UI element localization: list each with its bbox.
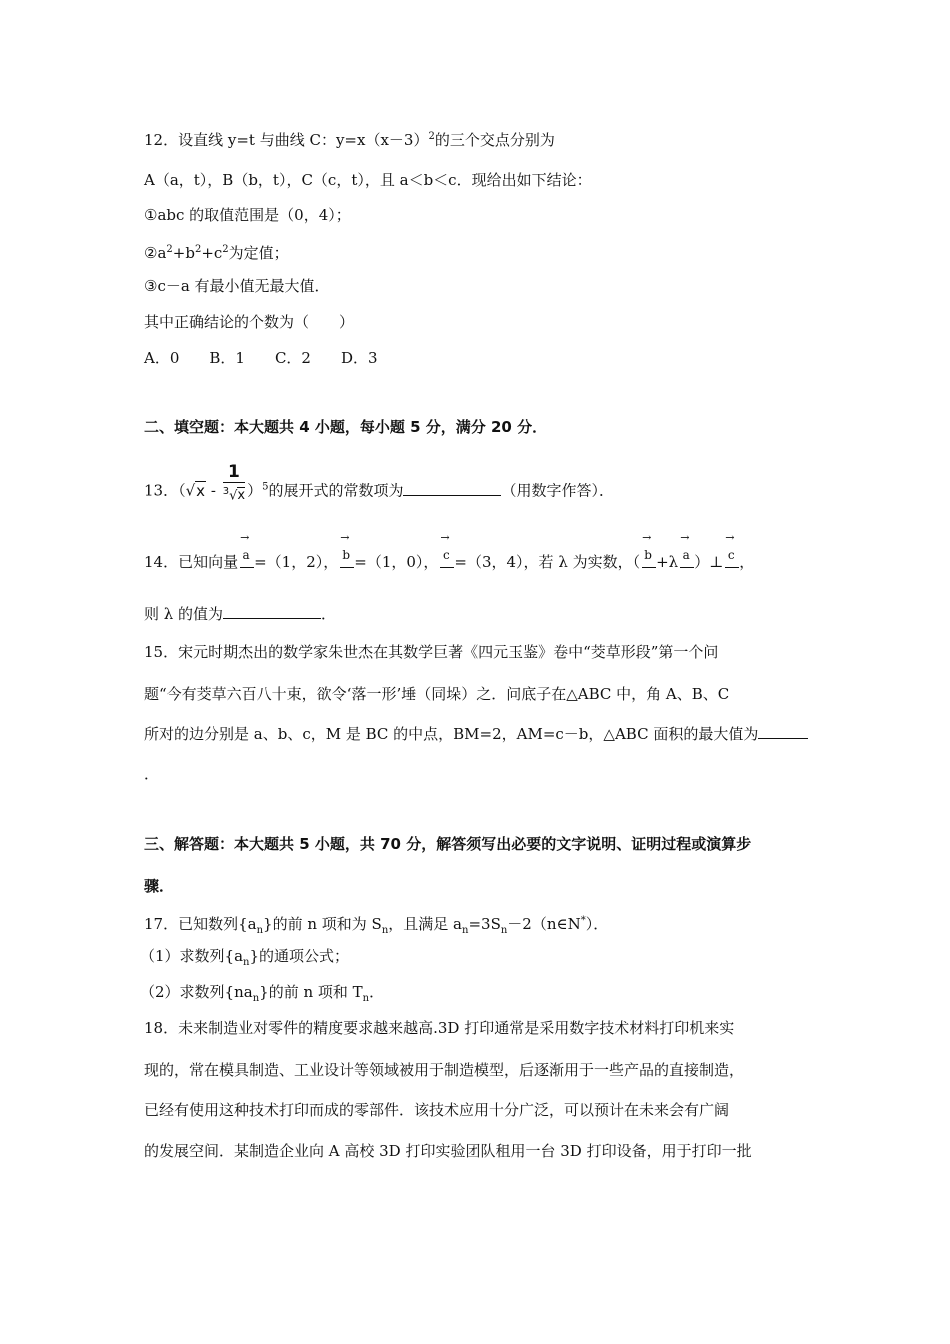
q18-line3: 已经有使用这种技术打印而成的零部件．该技术应用十分广泛，可以预计在未来会有广阔 — [144, 1101, 730, 1119]
vector-a-2: → a — [680, 545, 692, 568]
section-2-heading: 二、填空题：本大题共 4 小题，每小题 5 分，满分 20 分． — [144, 418, 548, 436]
q18-line1: 18．未来制造业对零件的精度要求越来越高.3D 打印通常是采用数字技术材料打印机来实 — [144, 1019, 735, 1037]
vector-c: → c — [440, 545, 452, 568]
q12-stem-line2: A（a，t），B（b，t），C（c，t），且 a＜b＜c．现给出如下结论： — [144, 171, 592, 189]
q15-line2: 题“今有茭草六百八十束，欲令‘落一形’埵（同垛）之．问底子在△ABC 中，角 A、B、C — [144, 685, 730, 703]
q13-number: 13． — [144, 481, 179, 500]
q14-line2: 则 λ 的值为 ． — [144, 605, 337, 623]
q12-conclusion-3: ③c－a 有最小值无最大值． — [144, 277, 330, 295]
q15-answer-blank[interactable] — [758, 724, 808, 739]
q17-part-2: （2）求数列$\{na_n\}$的前 n 项和 $T_n$． — [140, 983, 385, 1004]
q18-line4: 的发展空间．某制造企业向 A 高校 3D 打印实验团队租用一台 3D 打印设备，用于打印一批 — [144, 1142, 752, 1160]
vector-b-2: → b — [642, 545, 654, 568]
q12-text: 12．设直线 y=t 与曲线 C：y=x（x－3） — [144, 131, 429, 149]
q15-line4: ． — [144, 765, 160, 783]
q15-line3: 所对的边分别是 a、b、c，M 是 BC 的中点，BM=2，AM=c－b，△ABC 面积的最大值为 — [144, 724, 808, 744]
q12-stem-line1 — [144, 127, 555, 150]
vector-a: → a — [240, 545, 252, 568]
q13-fraction: $\frac{1}{^3√x}$ — [222, 462, 246, 504]
q12-conclusion-1: ①abc 的取值范围是（0，4）； — [144, 206, 351, 224]
q12-options: A．0 B．1 C．2 D．3 — [144, 349, 378, 367]
q15-line1: 15．宋元时期杰出的数学家朱世杰在其数学巨著《四元玉鉴》卷中“茭草形段”第一个问 — [144, 643, 719, 661]
q12-text-end: 的三个交点分别为 — [434, 131, 555, 149]
q17-part-1: （1）求数列$\{a_n\}$的通项公式； — [140, 947, 350, 968]
q13-line: 13．（√x - $\frac{1}{^3√x}$ ）$^5$的展开式的常数项为 （用数字作答）． — [144, 462, 614, 504]
vector-b: → b — [340, 545, 352, 568]
q18-line2: 现的，常在模具制造、工业设计等领域被用于制造模型，后逐渐用于一些产品的直接制造， — [144, 1061, 745, 1079]
q12-exponent: 2 — [428, 131, 435, 142]
section-3-heading-line2: 骤． — [144, 877, 175, 895]
q17-stem: 17．已知数列$\{a_n\}$的前 n 项和为 $S_n$，且满足 $a_n=3S_n-2(n\in N^*)$． — [144, 915, 609, 936]
sqrt-x: √x — [185, 481, 206, 500]
q13-answer-blank[interactable] — [403, 481, 501, 496]
q12-conclusion-2: $②a^2+b^2+c^2$为定值； — [144, 244, 289, 262]
q14-answer-blank[interactable] — [223, 604, 321, 619]
vector-c-2: → c — [725, 545, 737, 568]
q12-question: 其中正确结论的个数为（ ） — [144, 313, 355, 331]
q14-line1: 14．已知向量 → a =（1，2）， → b =（1，0）， → c =（3，4），若 λ 为实数，（ → b +λ → a ）⊥ → c ， — [144, 531, 755, 571]
section-3-heading-line1: 三、解答题：本大题共 5 小题，共 70 分，解答须写出必要的文字说明、证明过程或演算步 — [144, 835, 752, 853]
